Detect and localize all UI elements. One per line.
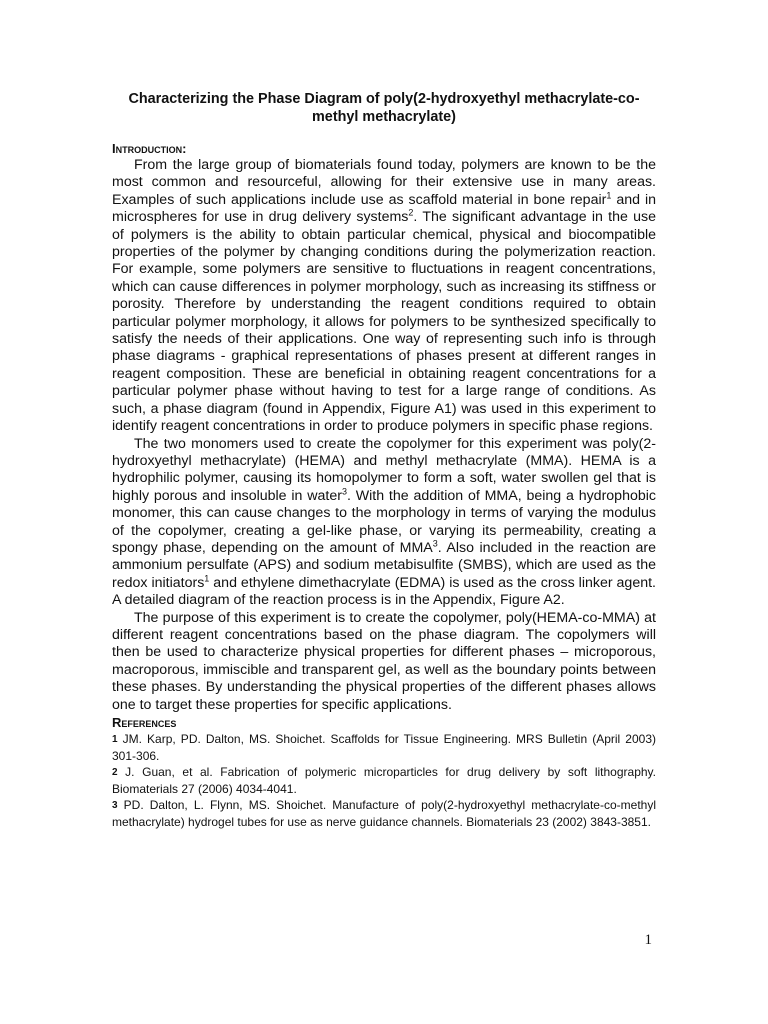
footnote-marker: 3 [432,538,438,549]
reference-text: J. Guan, et al. Fabrication of polymeric microparticles for drug delivery by soft lithography. Biomaterials 27 (2006) 4034-4041. [112,765,656,796]
paragraph-text: and ethylene dimethacrylate (EDMA) is used as the cross linker agent. A detailed diagram of the reaction process is in the Appendix, Figure A2. [112,574,656,609]
reference-number: 2 [112,767,118,778]
paragraph-text: The two monomers used to create the copolymer for this experiment was poly(2-hydroxyethyl methacrylate) (HEMA) and methyl methacrylate (MMA). HEMA is a hydrophilic polymer, causing its homopolymer to form a soft, water swollen gel that is highly porous and insoluble in water [112,435,656,504]
paragraph-3 [112,610,656,714]
paragraph-text: . Also included in the reaction are ammonium persulfate (APS) and sodium metabisulfite (SMBS), which are used as the redox initiators [112,539,656,591]
paragraph-text: . With the addition of MMA, being a hydrophobic monomer, this can cause changes to the morphology in terms of varying the modulus of the copolymer, creating a gel-like phase, or varying its permeability, creating a spongy phase, depending on the amount of MMA [112,487,656,556]
references-heading: References [112,715,177,730]
paragraph-1 [112,157,656,436]
document-title: Characterizing the Phase Diagram of poly(2-hydroxyethyl methacrylate-co-methyl methacrylate) [128,91,640,125]
paragraph-text: From the large group of biomaterials found today, polymers are known to be the most common and resourceful, allowing for their extensive use in many areas. Examples of such applications include use as scaffold material in bone repair [112,157,656,208]
reference-number: 1 [112,734,118,745]
footnote-marker: 1 [204,573,210,584]
document-body [112,140,656,830]
footnote-marker: 2 [408,207,414,218]
paragraph-text: and in microspheres for use in drug delivery systems [112,191,656,226]
footnote-marker: 1 [606,190,612,201]
reference-item [112,797,656,830]
paragraph-text: . The significant advantage in the use of polymers is the ability to obtain particular chemical, physical and biocompatible properties of the polymer by changing conditions during the polymerization reaction. For example, some polymers are sensitive to fluctuations in reagent concentrations, which can cause differences in polymer morphology, such as increasing its stiffness or porosity. Therefore by understanding the reagent conditions required to obtain particular polymer morphology, it allows for polymers to be synthesized specifically to satisfy the needs of their applications. One way of representing such info is through phase diagrams - graphical representations of phases present at different ranges in reagent composition. These are beneficial in obtaining reagent concentrations for a particular polymer phase without having to test for a large range of conditions. As such, a phase diagram (found in Appendix, Figure A1) was used in this experiment to identify reagent concentrations in order to produce polymers in specific phase regions. [112,209,656,435]
footnote-marker: 3 [341,485,347,496]
paragraph-2 [112,436,656,610]
page-number: 1 [644,932,652,948]
introduction-heading: Introduction: [112,141,187,156]
references-list [112,731,656,830]
reference-item [112,764,656,797]
paragraph-text: The purpose of this experiment is to create the copolymer, poly(HEMA-co-MMA) at different reagent concentrations based on the phase diagram. The copolymers will then be used to characterize physical properties for different phases – microporous, macroporous, immiscible and transparent gel, as well as the boundary points between these phases. By understanding the physical properties of the different phases allows one to target these properties for specific applications. [112,609,656,713]
reference-number: 3 [112,800,118,811]
reference-text: PD. Dalton, L. Flynn, MS. Shoichet. Manufacture of poly(2-hydroxyethyl methacrylate-co-methyl methacrylate) hydrogel tubes for use as nerve guidance channels. Biomaterials 23 (2002) 3843-3851. [112,798,656,829]
reference-item [112,731,656,764]
reference-text: JM. Karp, PD. Dalton, MS. Shoichet. Scaffolds for Tissue Engineering. MRS Bulletin (April 2003) 301-306. [112,732,656,763]
